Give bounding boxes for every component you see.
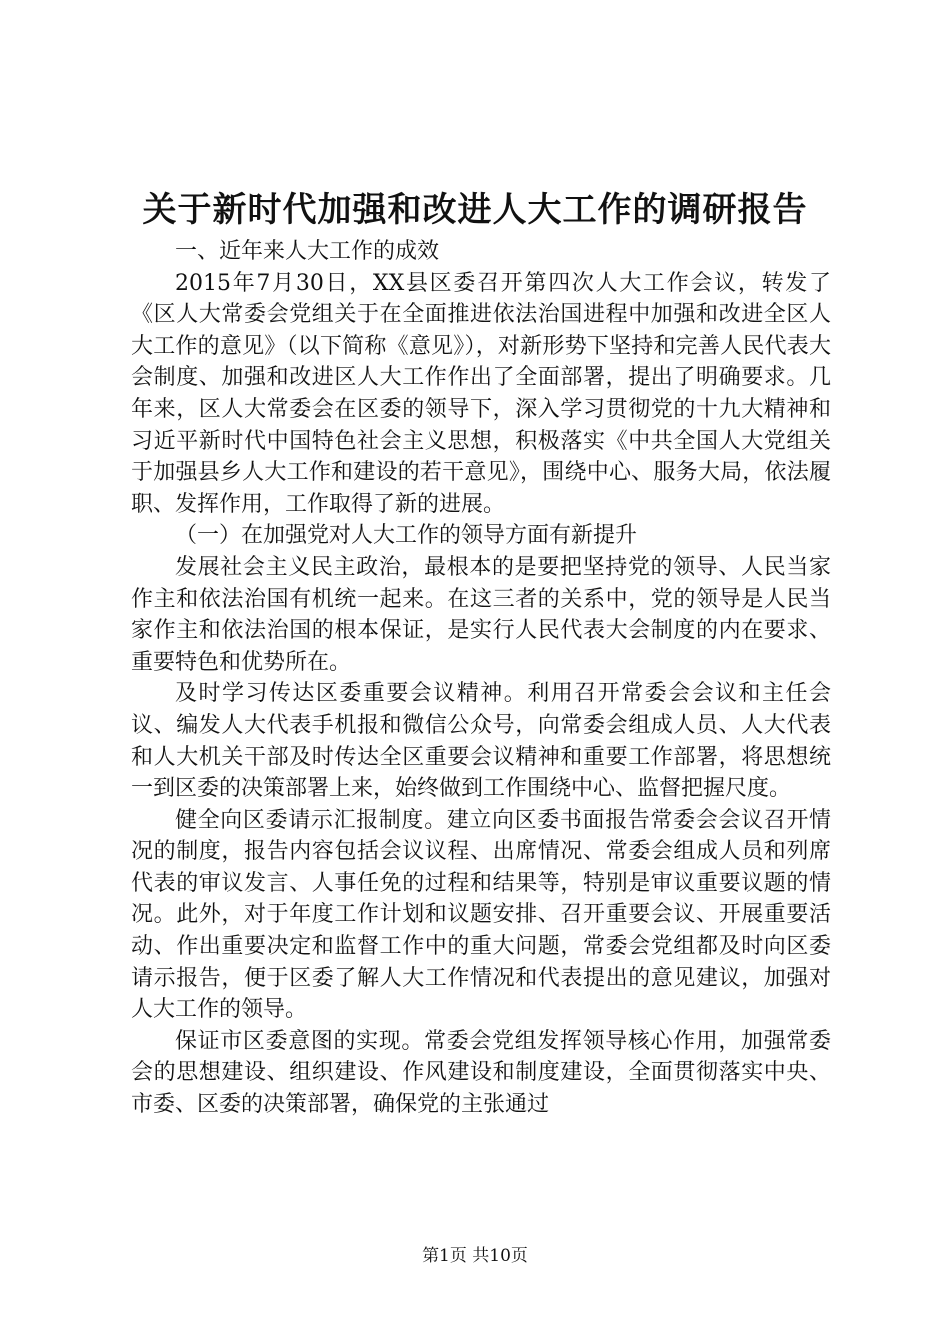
document-body [131, 236, 831, 1121]
paragraph: 及时学习传达区委重要会议精神。利用召开常委会会议和主任会议、编发人大代表手机报和微信公众号，向常委会组成人员、人大代表和人大机关干部及时传达全区重要会议精神和重要工作部署，将思想统一到区委的决策部署上来，始终做到工作围绕中心、监督把握尺度。 [131, 681, 831, 802]
subsection-heading: （一）在加强党对人大工作的领导方面有新提升 [175, 523, 638, 549]
paragraph: 发展社会主义民主政治，最根本的是要把坚持党的领导、人民当家作主和依法治国有机统一起来。在这三者的关系中，党的领导是人民当家作主和依法治国的根本保证，是实行人民代表大会制度的内在要求、重要特色和优势所在。 [131, 554, 831, 675]
page-footer [0, 1244, 950, 1268]
page-number: 第1页 [422, 1246, 467, 1266]
paragraph: 健全向区委请示汇报制度。建立向区委书面报告常委会会议召开情况的制度，报告内容包括会议议程、出席情况、常委会组成人员和列席代表的审议发言、人事任免的过程和结果等，特别是审议重要议题的情况。此外，对于年度工作计划和议题安排、召开重要会议、开展重要活动、作出重要决定和监督工作中的重大问题，常委会党组都及时向区委请示报告，便于区委了解人大工作情况和代表提出的意见建议，加强对人大工作的领导。 [131, 807, 831, 1023]
document-title: 关于新时代加强和改进人大工作的调研报告 [142, 190, 808, 230]
paragraph: 2015年7月30日，XX县区委召开第四次人大工作会议，转发了《区人大常委会党组关于在全面推进依法治国进程中加强和改进全区人大工作的意见》（以下简称《意见》），对新形势下坚持和完善人民代表大会制度、加强和改进区人大工作作出了全面部署，提出了明确要求。几年来，区人大常委会在区委的领导下，深入学习贯彻党的十九大精神和习近平新时代中国特色社会主义思想，积极落实《中共全国人大党组关于加强县乡人大工作和建设的若干意见》，围绕中心、服务大局，依法履职、发挥作用，工作取得了新的进展。 [131, 270, 831, 517]
section-heading: 一、近年来人大工作的成效 [175, 239, 440, 264]
page-total: 共10页 [472, 1246, 528, 1266]
paragraph: 保证市区委意图的实现。常委会党组发挥领导核心作用，加强常委会的思想建设、组织建设、作风建设和制度建设，全面贯彻落实中央、市委、区委的决策部署，确保党的主张通过 [131, 1028, 831, 1118]
